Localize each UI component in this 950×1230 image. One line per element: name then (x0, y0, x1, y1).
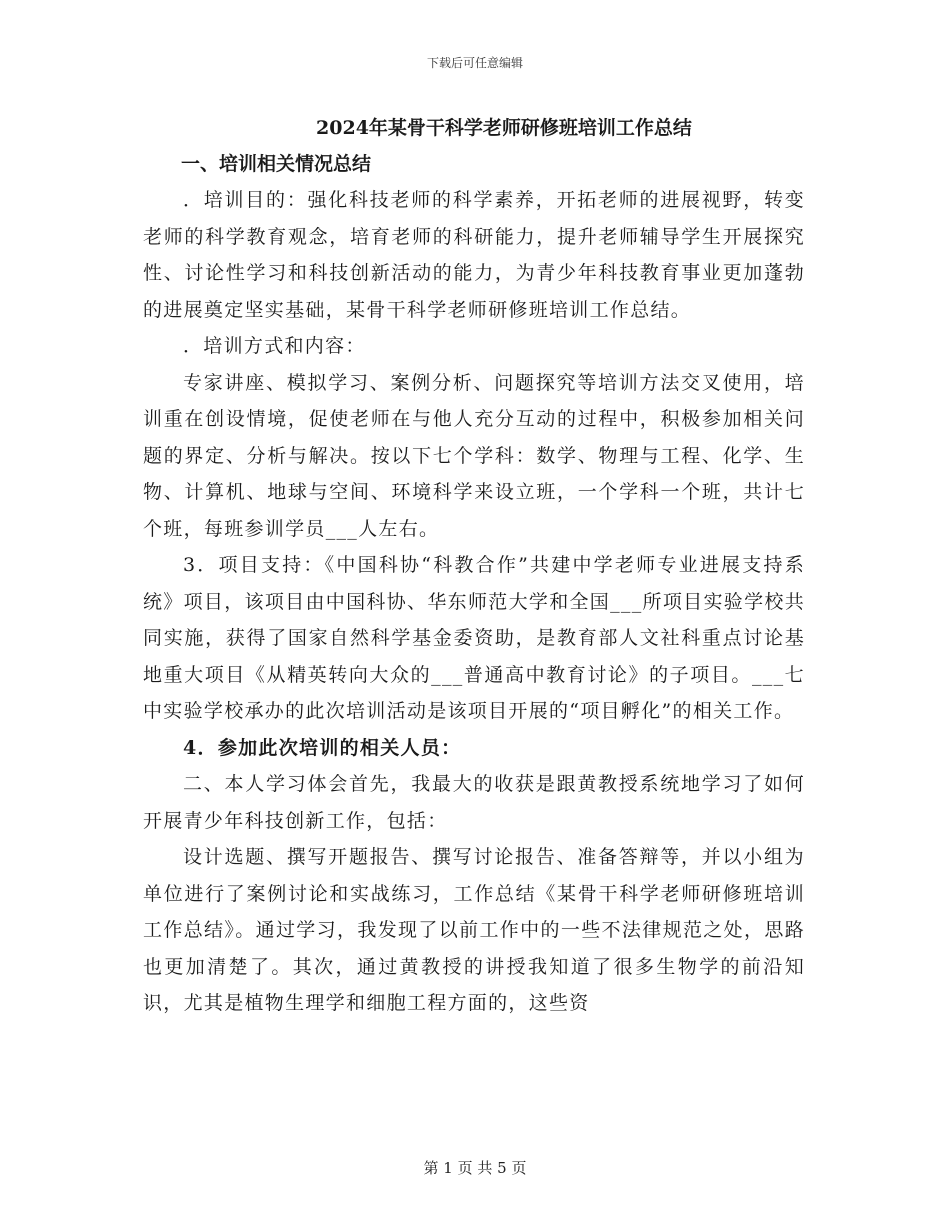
paragraph-learning-experience: 二、本人学习体会首先，我最大的收获是跟黄教授系统地学习了如何开展青少年科技创新工作，包括： (143, 773, 805, 832)
paragraph-training-purpose: ．培训目的：强化科技老师的科学素养，开拓老师的进展视野，转变老师的科学教育观念，培育老师的科研能力，提升老师辅导学生开展探究性、讨论性学习和科技创新活动的能力，为青少年科技教育事业更加蓬勃的进展奠定坚实基础，某骨干科学老师研修班培训工作总结。 (143, 189, 805, 321)
page-footer: 第 1 页 共 5 页 (423, 1159, 527, 1177)
paragraph-training-method-heading: ．培训方式和内容： (183, 335, 366, 357)
header-note: 下载后可任意编辑 (426, 56, 523, 70)
paragraph-training-content: 专家讲座、模拟学习、案例分析、问题探究等培训方法交叉使用，培训重在创设情境，促使老师在与他人充分互动的过程中，积极参加相关问题的界定、分析与解决。按以下七个学科：数学、物理与工程、化学、生物、计算机、地球与空间、环境科学来设立班，一个学科一个班，共计七个班，每班参训学员___人左右。 (143, 371, 805, 540)
section-heading-1: 一、培训相关情况总结 (181, 153, 372, 175)
paragraph-participants-heading: 4．参加此次培训的相关人员： (183, 736, 462, 759)
document-body (143, 110, 805, 1022)
paragraph-learning-details: 设计选题、撰写开题报告、撰写讨论报告、准备答辩等，并以小组为单位进行了案例讨论和实战练习，工作总结《某骨干科学老师研修班培训工作总结》。通过学习，我发现了以前工作中的一些不法律规范之处，思路也更加清楚了。其次，通过黄教授的讲授我知道了很多生物学的前沿知识，尤其是植物生理学和细胞工程方面的，这些资 (143, 846, 805, 1014)
document-title: 2024年某骨干科学老师研修班培训工作总结 (316, 117, 692, 139)
paragraph-project-support: 3．项目支持：《中国科协“科教合作”共建中学老师专业进展支持系统》项目，该项目由中国科协、华东师范大学和全国___所项目实验学校共同实施，获得了国家自然科学基金委资助，是教育部人文社科重点讨论基地重大项目《从精英转向大众的___普通高中教育讨论》的子项目。___七中实验学校承办的此次培训活动是该项目开展的“项目孵化”的相关工作。 (143, 554, 805, 722)
